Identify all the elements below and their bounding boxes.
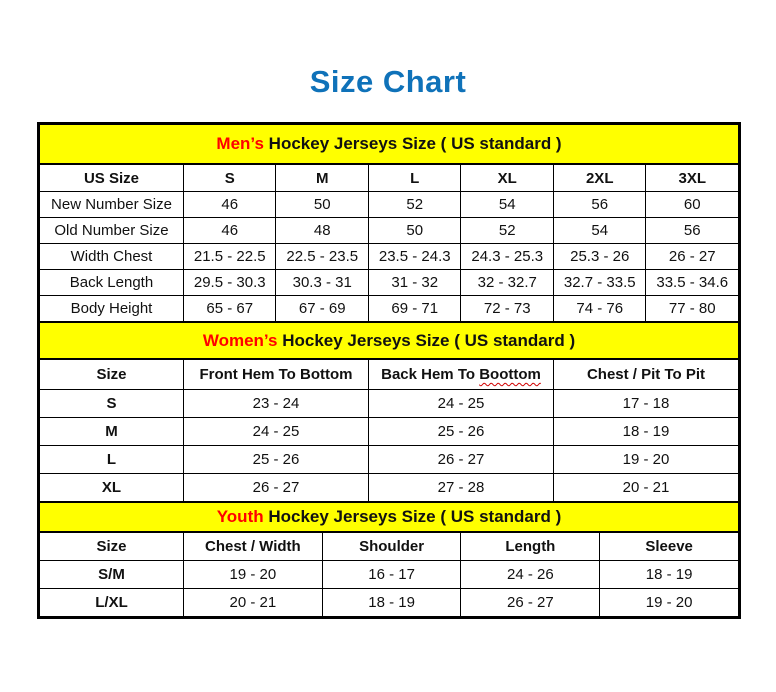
size-cell: 24 - 25	[183, 418, 368, 446]
size-cell: 46	[183, 218, 276, 244]
size-cell: 32 - 32.7	[461, 270, 554, 296]
banner-text: Hockey Jerseys Size ( US standard )	[277, 330, 576, 350]
banner-accent-label: Youth	[216, 507, 264, 526]
column-header-row	[40, 359, 739, 390]
banner-text: Hockey Jerseys Size ( US standard )	[263, 134, 562, 153]
column-header-text: Back Hem To	[381, 366, 480, 383]
row-label: S/M	[40, 561, 184, 589]
column-header: US Size	[40, 164, 184, 192]
column-header: L	[368, 164, 461, 192]
size-cell: 54	[461, 192, 554, 218]
size-cell: 24 - 26	[461, 561, 600, 589]
table-row	[40, 474, 739, 502]
column-header	[368, 359, 553, 390]
size-cell: 48	[276, 218, 369, 244]
size-cell: 19 - 20	[183, 561, 322, 589]
row-label: Back Length	[40, 270, 184, 296]
column-header: S	[183, 164, 276, 192]
size-cell: 25 - 26	[183, 446, 368, 474]
row-label: Body Height	[40, 296, 184, 322]
size-cell: 50	[368, 218, 461, 244]
youth-size-table	[39, 502, 739, 617]
table-row	[40, 244, 739, 270]
row-label: XL	[40, 474, 184, 502]
table-row	[40, 390, 739, 418]
size-cell: 23.5 - 24.3	[368, 244, 461, 270]
size-cell: 25 - 26	[368, 418, 553, 446]
table-row	[40, 270, 739, 296]
size-cell: 33.5 - 34.6	[646, 270, 739, 296]
size-cell: 29.5 - 30.3	[183, 270, 276, 296]
table-row	[40, 589, 739, 617]
size-cell: 26 - 27	[183, 474, 368, 502]
size-cell: 65 - 67	[183, 296, 276, 322]
size-cell: 52	[461, 218, 554, 244]
size-cell: 26 - 27	[646, 244, 739, 270]
table-row	[40, 218, 739, 244]
size-cell: 56	[646, 218, 739, 244]
banner-text: Hockey Jerseys Size ( US standard )	[263, 507, 562, 526]
size-cell: 50	[276, 192, 369, 218]
mens-size-table	[39, 124, 739, 322]
misspelled-word: Boottom	[479, 366, 541, 383]
size-cell: 19 - 20	[553, 446, 738, 474]
column-header: M	[276, 164, 369, 192]
table-row	[40, 418, 739, 446]
size-cell: 18 - 19	[600, 561, 739, 589]
column-header: Length	[461, 532, 600, 561]
table-banner	[40, 323, 739, 360]
size-cell: 32.7 - 33.5	[553, 270, 646, 296]
size-cell: 21.5 - 22.5	[183, 244, 276, 270]
size-cell: 72 - 73	[461, 296, 554, 322]
size-cell: 18 - 19	[322, 589, 461, 617]
row-label: L/XL	[40, 589, 184, 617]
column-header: 3XL	[646, 164, 739, 192]
table-banner	[40, 503, 739, 533]
size-cell: 46	[183, 192, 276, 218]
size-cell: 26 - 27	[461, 589, 600, 617]
page-title: Size Chart	[309, 64, 467, 99]
column-header: Shoulder	[322, 532, 461, 561]
size-cell: 60	[646, 192, 739, 218]
column-header: Chest / Pit To Pit	[553, 359, 738, 390]
row-label: Width Chest	[40, 244, 184, 270]
column-header: Front Hem To Bottom	[183, 359, 368, 390]
column-header-row	[40, 164, 739, 192]
size-cell: 23 - 24	[183, 390, 368, 418]
column-header: 2XL	[553, 164, 646, 192]
size-chart-tables	[37, 122, 741, 619]
size-cell: 27 - 28	[368, 474, 553, 502]
size-cell: 24 - 25	[368, 390, 553, 418]
size-cell: 67 - 69	[276, 296, 369, 322]
column-header: Size	[40, 532, 184, 561]
size-cell: 54	[553, 218, 646, 244]
table-row	[40, 296, 739, 322]
size-cell: 18 - 19	[553, 418, 738, 446]
row-label: S	[40, 390, 184, 418]
size-cell: 69 - 71	[368, 296, 461, 322]
size-cell: 52	[368, 192, 461, 218]
size-cell: 24.3 - 25.3	[461, 244, 554, 270]
size-cell: 74 - 76	[553, 296, 646, 322]
table-banner-row	[40, 125, 739, 165]
column-header: Size	[40, 359, 184, 390]
womens-size-table	[39, 322, 739, 502]
size-cell: 20 - 21	[553, 474, 738, 502]
size-cell: 20 - 21	[183, 589, 322, 617]
size-cell: 30.3 - 31	[276, 270, 369, 296]
size-cell: 17 - 18	[553, 390, 738, 418]
table-banner	[40, 125, 739, 165]
row-label: New Number Size	[40, 192, 184, 218]
row-label: Old Number Size	[40, 218, 184, 244]
row-label: L	[40, 446, 184, 474]
column-header: Sleeve	[600, 532, 739, 561]
size-cell: 25.3 - 26	[553, 244, 646, 270]
size-cell: 26 - 27	[368, 446, 553, 474]
table-row	[40, 192, 739, 218]
size-cell: 19 - 20	[600, 589, 739, 617]
size-cell: 22.5 - 23.5	[276, 244, 369, 270]
size-cell: 77 - 80	[646, 296, 739, 322]
column-header-row	[40, 532, 739, 561]
table-banner-row	[40, 323, 739, 360]
table-banner-row	[40, 503, 739, 533]
table-row	[40, 446, 739, 474]
column-header: XL	[461, 164, 554, 192]
column-header: Chest / Width	[183, 532, 322, 561]
size-cell: 16 - 17	[322, 561, 461, 589]
size-cell: 56	[553, 192, 646, 218]
row-label: M	[40, 418, 184, 446]
table-row	[40, 561, 739, 589]
size-cell: 31 - 32	[368, 270, 461, 296]
banner-accent-label: Women’s	[202, 330, 278, 350]
banner-accent-label: Men’s	[216, 134, 264, 153]
